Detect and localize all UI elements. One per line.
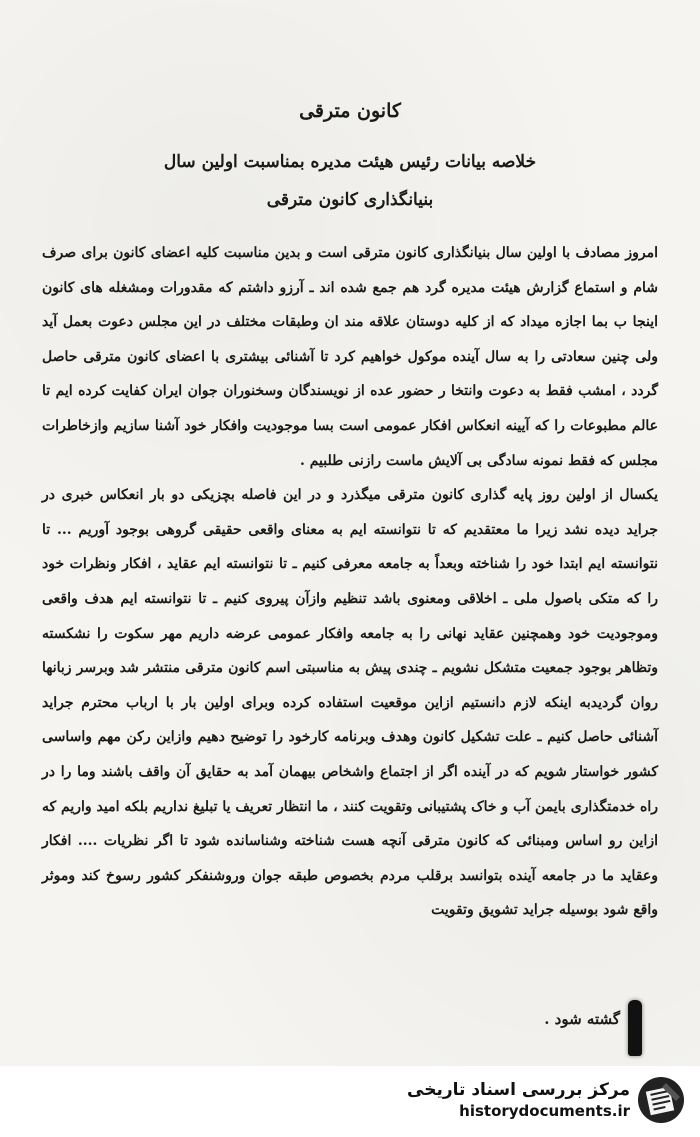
ink-mark bbox=[628, 1000, 642, 1056]
watermark-text bbox=[350, 1080, 630, 1120]
document-subtitle-1: خلاصه بیانات رئیس هیئت مدیره بمناسبت اولین سال bbox=[163, 152, 537, 172]
closing-line: گشته شود . bbox=[544, 1010, 620, 1028]
paragraph-1: امروز مصادف با اولین سال بنیانگذاری کانون مترقی است و بدین مناسبت کلیه اعضای کانون برای صرف شام و استماع گزارش هیئت مدیره گرد هم جمع شده اند ـ آرزو داشتم که مقدورات ومشغله های کانون اینجا ب بما اجازه میداد که از کلیه دوستان علاقه مند ان وطبقات مختلف در این مجلس دعوت بعمل آید ولی چنین سعادتی را به سال آینده موکول خواهیم کرد تا آشنائی بیشتری با اعضای کانون مترقی حاصل گردد ، امشب فقط به دعوت وانتخا ر حضور عده از نویسندگان وسخنوران جوان ایران کفایت کرده ایم تا عالم مطبوعات را که آیینه انعکاس افکار عمومی است بسا موجودیت وافکار خود آشنا سازیم وازخاطرات مجلس که فقط نمونه سادگی بی آلایش ماست رازنی طلبیم . bbox=[42, 245, 658, 469]
watermark-url: historydocuments.ir bbox=[459, 1102, 630, 1120]
document-title: کانون مترقی bbox=[299, 100, 401, 122]
document-subtitle-2: بنیانگذاری کانون مترقی bbox=[266, 190, 434, 210]
document-body bbox=[42, 236, 658, 928]
archive-logo-icon bbox=[636, 1075, 686, 1125]
paragraph-2: یکسال از اولین روز پایه گذاری کانون مترقی میگذرد و در این فاصله بچزیکی دو بار انعکاس خبری در جراید دیده نشد زیرا ما معتقدیم که تا نتوانسته ایم به معنای واقعی حقیقی گروهی بوجود آوریم ... تا نتوانسته ایم ابتدا خود را شناخته وبعداً به جامعه معرفی کنیم ـ تا نتوانسته ایم عقاید ، افکار ونظرات خود را که متکی باصول ملی ـ اخلاقی ومعنوی باشد تنظیم وازآن پیروی کنیم ـ تا نتوانسته ایم هدف واقعی وموجودیت خود وهمچنین عقاید نهانی را به جامعه وافکار عمومی عرضه داریم مهر سکوت را نشکسته وتظاهر بوجود جمعیت متشکل نشویم ـ چندی پیش به مناسبتی اسم کانون مترقی منتشر شد وبرسر زبانها روان گردیدبه اینکه لازم دانستیم ازاین موقعیت استفاده کرده وبرای اولین بار با ارباب محترم جراید آشنائی حاصل کنیم ـ علت تشکیل کانون وهدف وبرنامه کارخود را توضیح دهیم وازاین رکن مهم واساسی کشور خواستار شویم که در آینده اگر از اجتماع واشخاص بیهمان آمد به حقایق آن واقف باشند وما را در راه خدمتگذاری بایمن آب و خاک پشتیبانی وتقویت کنند ، ما انتظار تعریف یا تبلیغ نداریم بلکه امید واریم که ازاین رو اساس ومبنائی که کانون مترقی آنچه هست شناخته وشناسانده شود تا اگر نظریات .... افکار وعقاید ما در جامعه آینده بتوانسد برقلب مردم بخصوص طبقه جوان وروشنفکر کشور رسوخ کند وموثر واقع شود بوسیله جراید تشویق وتقویت bbox=[42, 487, 659, 919]
watermark-title: مرکز بررسی اسناد تاریخی bbox=[407, 1080, 630, 1100]
